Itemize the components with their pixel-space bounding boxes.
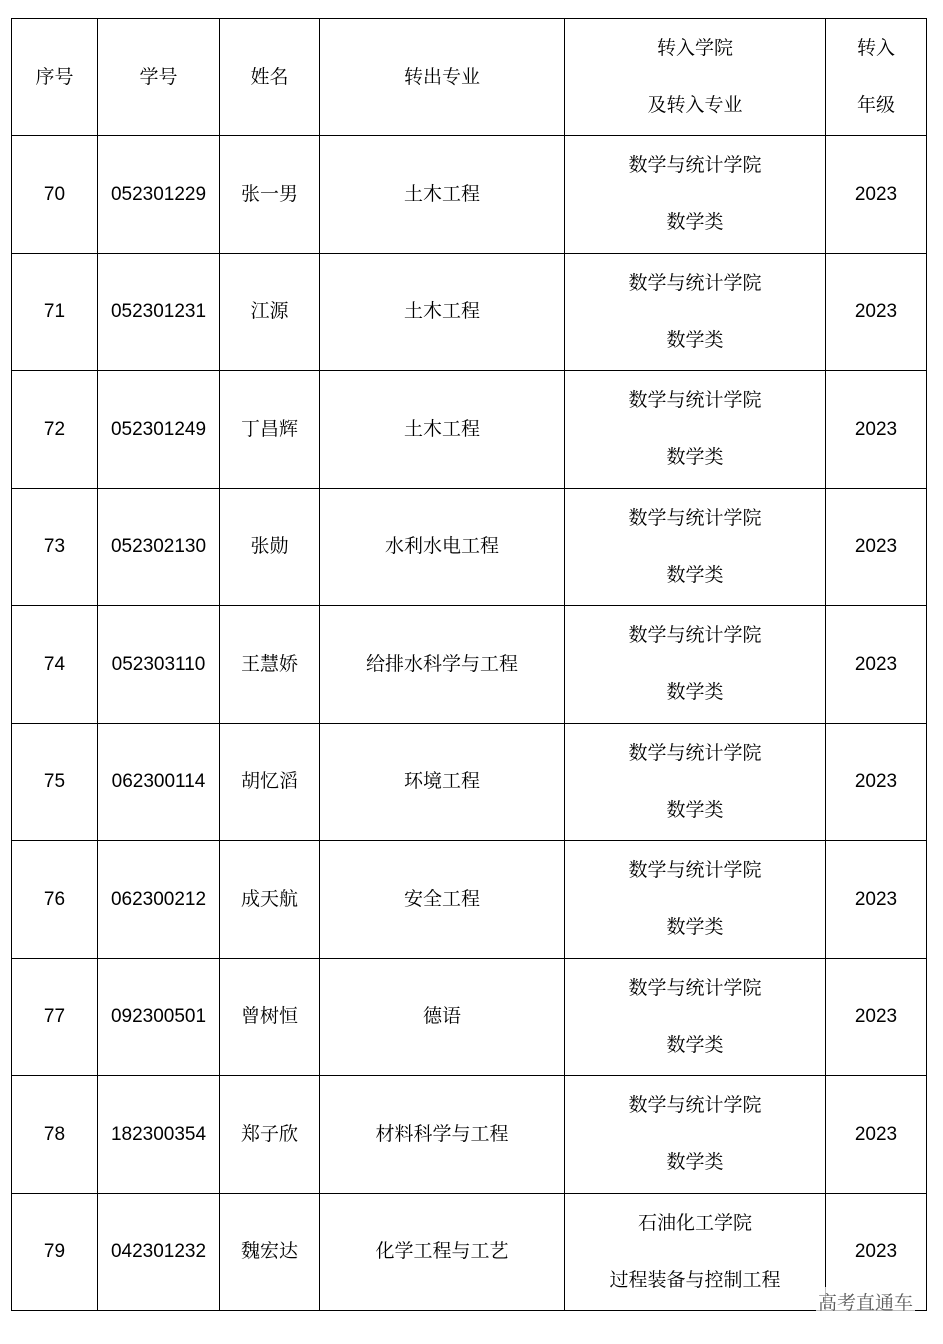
cell-grade: 2023 — [826, 253, 927, 371]
cell-name: 王慧娇 — [220, 606, 320, 724]
header-to-college-line2: 及转入专业 — [647, 94, 743, 116]
cell-seq: 79 — [12, 1193, 98, 1311]
header-grade — [826, 19, 927, 136]
cell-to-major-name: 数学类 — [666, 1151, 724, 1174]
cell-student-id: 052301249 — [98, 371, 220, 489]
cell-to-major-name: 数学类 — [666, 328, 724, 351]
cell-grade: 2023 — [826, 1076, 927, 1194]
cell-from-major: 水利水电工程 — [320, 488, 565, 606]
table-row — [12, 488, 927, 606]
cell-name: 张一男 — [220, 136, 320, 254]
cell-to-college — [565, 606, 826, 724]
cell-to-college-name: 数学与统计学院 — [628, 154, 762, 177]
cell-name: 曾树恒 — [220, 958, 320, 1076]
table-row — [12, 371, 927, 489]
cell-to-major-name: 数学类 — [666, 916, 724, 939]
cell-to-major-name: 数学类 — [666, 211, 724, 234]
cell-seq: 75 — [12, 723, 98, 841]
cell-name: 江源 — [220, 253, 320, 371]
cell-grade: 2023 — [826, 958, 927, 1076]
cell-to-major-name: 数学类 — [666, 798, 724, 821]
cell-from-major: 化学工程与工艺 — [320, 1193, 565, 1311]
cell-seq: 70 — [12, 136, 98, 254]
cell-to-college-name: 数学与统计学院 — [628, 976, 762, 999]
cell-to-college-name: 数学与统计学院 — [628, 1094, 762, 1117]
cell-from-major: 安全工程 — [320, 841, 565, 959]
header-grade-line1: 转入 — [856, 37, 895, 59]
cell-from-major: 土木工程 — [320, 253, 565, 371]
cell-to-college-name: 数学与统计学院 — [628, 741, 762, 764]
table-row — [12, 723, 927, 841]
cell-name: 成天航 — [220, 841, 320, 959]
table-row — [12, 136, 927, 254]
cell-from-major: 德语 — [320, 958, 565, 1076]
cell-to-major-name: 数学类 — [666, 446, 724, 469]
cell-grade: 2023 — [826, 723, 927, 841]
cell-seq: 72 — [12, 371, 98, 489]
cell-from-major: 环境工程 — [320, 723, 565, 841]
table-row — [12, 841, 927, 959]
cell-to-college — [565, 488, 826, 606]
table-row — [12, 958, 927, 1076]
cell-to-college — [565, 1193, 826, 1311]
cell-seq: 78 — [12, 1076, 98, 1194]
cell-to-major-name: 过程装备与控制工程 — [609, 1268, 781, 1291]
cell-to-college-name: 石油化工学院 — [637, 1211, 752, 1234]
cell-student-id: 182300354 — [98, 1076, 220, 1194]
cell-name: 丁昌辉 — [220, 371, 320, 489]
cell-to-college — [565, 136, 826, 254]
cell-from-major: 材料科学与工程 — [320, 1076, 565, 1194]
cell-to-major-name: 数学类 — [666, 681, 724, 704]
cell-name: 郑子欣 — [220, 1076, 320, 1194]
cell-to-college-name: 数学与统计学院 — [628, 859, 762, 882]
cell-to-college — [565, 723, 826, 841]
cell-seq: 73 — [12, 488, 98, 606]
table-row — [12, 253, 927, 371]
cell-to-major-name: 数学类 — [666, 563, 724, 586]
cell-student-id: 052301229 — [98, 136, 220, 254]
cell-seq: 76 — [12, 841, 98, 959]
header-from-major: 转出专业 — [320, 19, 565, 136]
cell-student-id: 042301232 — [98, 1193, 220, 1311]
cell-name: 胡忆滔 — [220, 723, 320, 841]
cell-grade: 2023 — [826, 841, 927, 959]
cell-to-college — [565, 1076, 826, 1194]
cell-seq: 74 — [12, 606, 98, 724]
header-to-college — [565, 19, 826, 136]
cell-to-college — [565, 841, 826, 959]
header-grade-line2: 年级 — [856, 94, 895, 116]
cell-to-college — [565, 371, 826, 489]
header-student-id: 学号 — [98, 19, 220, 136]
table-row — [12, 1076, 927, 1194]
table-header-row — [12, 19, 927, 136]
cell-from-major: 土木工程 — [320, 371, 565, 489]
cell-seq: 71 — [12, 253, 98, 371]
cell-to-college-name: 数学与统计学院 — [628, 506, 762, 529]
table-row — [12, 1193, 927, 1311]
cell-to-college — [565, 253, 826, 371]
cell-to-college-name: 数学与统计学院 — [628, 389, 762, 412]
cell-student-id: 052301231 — [98, 253, 220, 371]
cell-grade: 2023 — [826, 136, 927, 254]
cell-grade: 2023 — [826, 606, 927, 724]
cell-grade: 2023 — [826, 371, 927, 489]
cell-name: 张勋 — [220, 488, 320, 606]
cell-from-major: 土木工程 — [320, 136, 565, 254]
cell-name: 魏宏达 — [220, 1193, 320, 1311]
cell-to-major-name: 数学类 — [666, 1033, 724, 1056]
header-to-college-line1: 转入学院 — [656, 37, 733, 59]
cell-student-id: 062300114 — [98, 723, 220, 841]
cell-seq: 77 — [12, 958, 98, 1076]
cell-student-id: 062300212 — [98, 841, 220, 959]
cell-to-college — [565, 958, 826, 1076]
table-row — [12, 606, 927, 724]
cell-student-id: 092300501 — [98, 958, 220, 1076]
cell-to-college-name: 数学与统计学院 — [628, 624, 762, 647]
cell-from-major: 给排水科学与工程 — [320, 606, 565, 724]
transfer-student-table — [11, 18, 927, 1311]
watermark-text: 高考直通车 — [816, 1287, 915, 1316]
cell-student-id: 052302130 — [98, 488, 220, 606]
cell-student-id: 052303110 — [98, 606, 220, 724]
cell-to-college-name: 数学与统计学院 — [628, 271, 762, 294]
table-body — [12, 136, 927, 1311]
header-name: 姓名 — [220, 19, 320, 136]
cell-grade: 2023 — [826, 488, 927, 606]
header-seq: 序号 — [12, 19, 98, 136]
cell-grade: 2023 — [826, 1193, 927, 1311]
